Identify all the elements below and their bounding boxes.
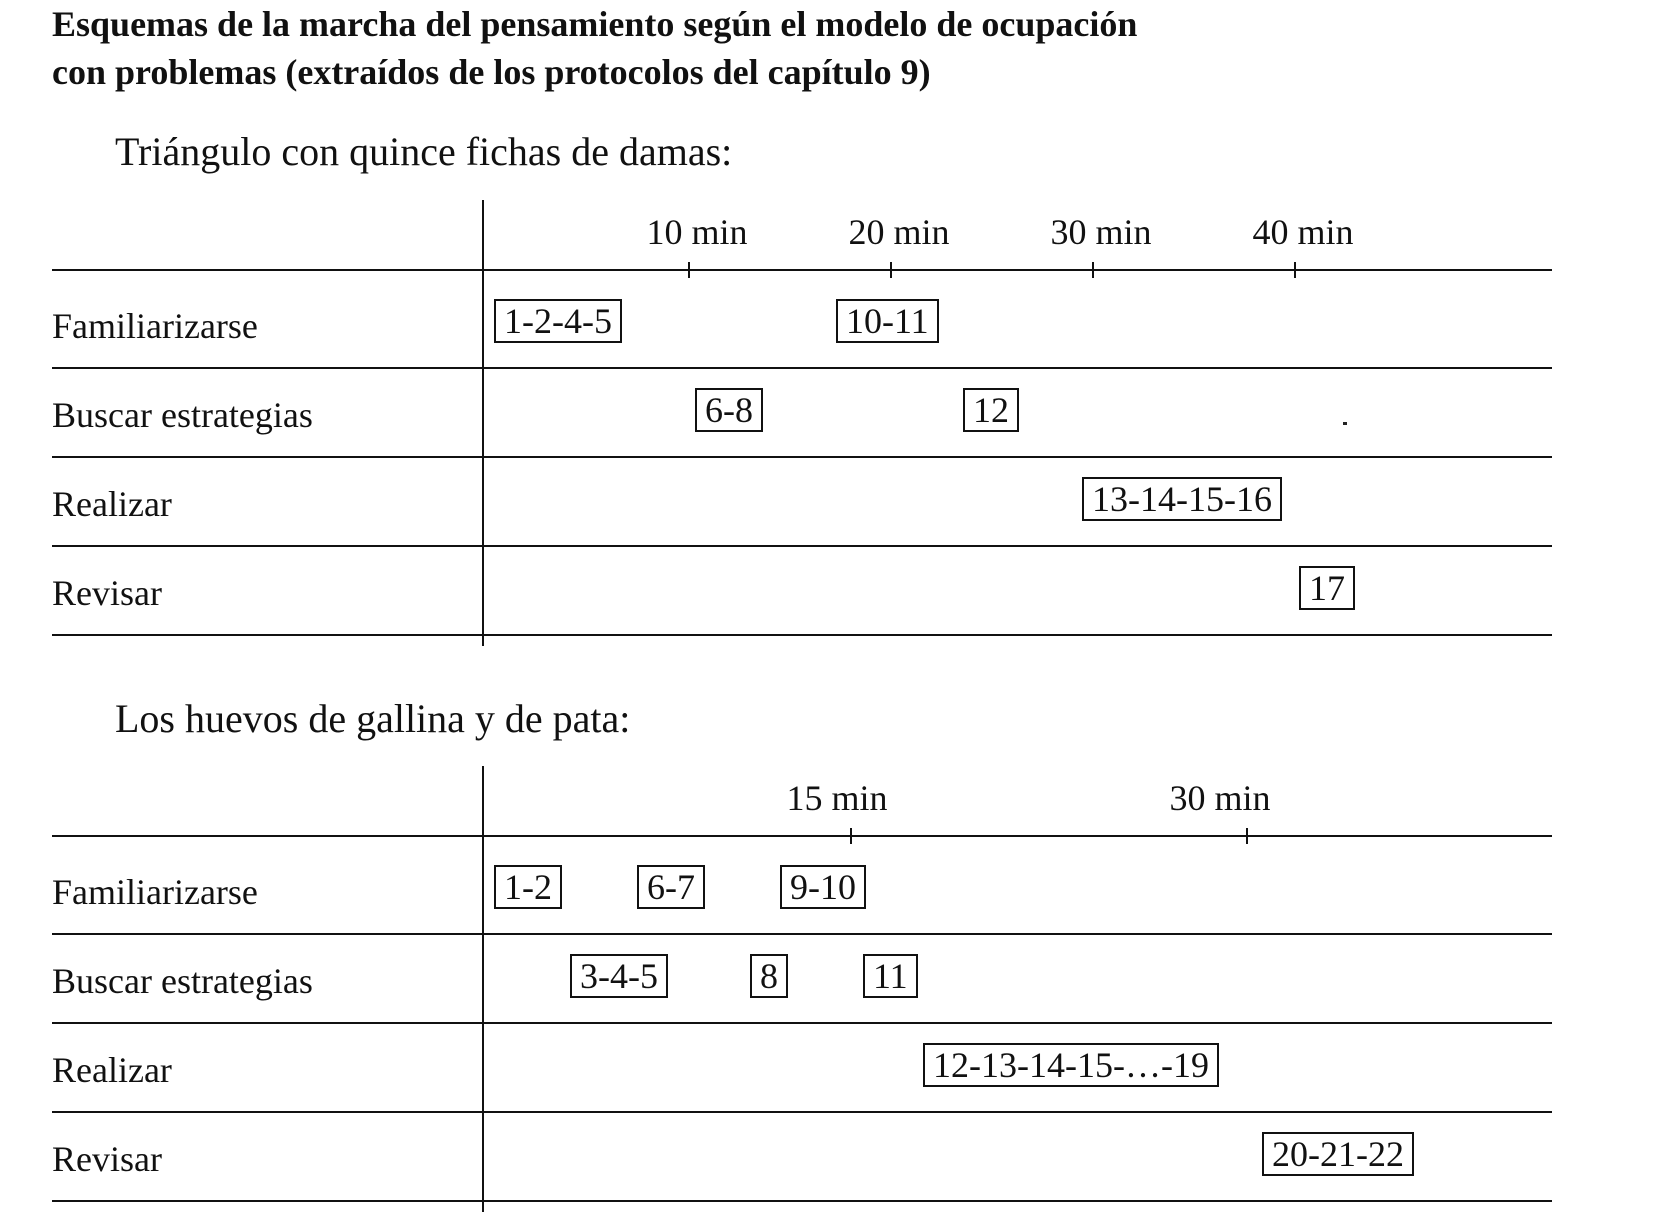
section2-row-label-familiarizarse: Familiarizarse bbox=[52, 872, 258, 912]
section2-row-divider bbox=[52, 1111, 1552, 1113]
section2-step-box: 9-10 bbox=[780, 865, 866, 909]
section1-row-divider bbox=[52, 367, 1552, 369]
section1-step-box: 17 bbox=[1299, 566, 1355, 610]
heading-line-2: con problemas (extraídos de los protocolos del capítulo 9) bbox=[52, 52, 931, 92]
section2-step-box: 20-21-22 bbox=[1262, 1132, 1414, 1176]
section1-step-box: 10-11 bbox=[836, 299, 939, 343]
section1-time-label-30: 30 min bbox=[1050, 212, 1152, 252]
section2-step-box: 3-4-5 bbox=[570, 954, 668, 998]
section1-row-label-buscar-estrategias: Buscar estrategias bbox=[52, 395, 313, 435]
section1-row-label-revisar: Revisar bbox=[52, 573, 162, 613]
section1-row-divider bbox=[52, 545, 1552, 547]
section2-time-label-15: 15 min bbox=[786, 778, 888, 818]
section2-tick-30 bbox=[1246, 828, 1248, 844]
section1-tick-20 bbox=[890, 262, 892, 278]
section1-step-box: 12 bbox=[963, 388, 1019, 432]
section1-step-box: 1-2-4-5 bbox=[494, 299, 622, 343]
section1-row-label-familiarizarse: Familiarizarse bbox=[52, 306, 258, 346]
section2-bottom-rule bbox=[52, 1200, 1552, 1202]
section2-title: Los huevos de gallina y de pata: bbox=[115, 696, 631, 741]
section1-vertical-divider bbox=[482, 200, 484, 646]
section1-tick-30 bbox=[1092, 262, 1094, 278]
section1-time-label-40: 40 min bbox=[1252, 212, 1354, 252]
section1-step-box: 6-8 bbox=[695, 388, 763, 432]
section2-step-box: 1-2 bbox=[494, 865, 562, 909]
heading-line-1: Esquemas de la marcha del pensamiento según el modelo de ocupación bbox=[52, 4, 1138, 44]
section1-time-label-10: 10 min bbox=[646, 212, 748, 252]
section1-row-divider bbox=[52, 456, 1552, 458]
section2-step-box: 12-13-14-15-…-19 bbox=[923, 1043, 1219, 1087]
section1-timeline-axis bbox=[52, 269, 1552, 271]
section1-row-label-realizar: Realizar bbox=[52, 484, 172, 524]
section2-schedule-table bbox=[52, 766, 1552, 1212]
section2-row-label-revisar: Revisar bbox=[52, 1139, 162, 1179]
section1-bottom-rule bbox=[52, 634, 1552, 636]
page-heading bbox=[52, 0, 1552, 96]
section1-title: Triángulo con quince fichas de damas: bbox=[115, 129, 733, 174]
section2-step-box: 8 bbox=[750, 954, 788, 998]
section2-row-divider bbox=[52, 933, 1552, 935]
section1-step-box: 13-14-15-16 bbox=[1082, 477, 1282, 521]
section2-vertical-divider bbox=[482, 766, 484, 1212]
section1-tick-40 bbox=[1294, 262, 1296, 278]
section2-timeline-axis bbox=[52, 835, 1552, 837]
section2-row-label-realizar: Realizar bbox=[52, 1050, 172, 1090]
section1-schedule-table bbox=[52, 200, 1552, 646]
section1-stray-mark bbox=[1343, 422, 1347, 425]
section2-time-label-30: 30 min bbox=[1169, 778, 1271, 818]
section1-tick-10 bbox=[688, 262, 690, 278]
section2-row-divider bbox=[52, 1022, 1552, 1024]
section2-tick-15 bbox=[850, 828, 852, 844]
section2-step-box: 11 bbox=[863, 954, 918, 998]
section2-step-box: 6-7 bbox=[637, 865, 705, 909]
section1-time-label-20: 20 min bbox=[848, 212, 950, 252]
section2-row-label-buscar-estrategias: Buscar estrategias bbox=[52, 961, 313, 1001]
